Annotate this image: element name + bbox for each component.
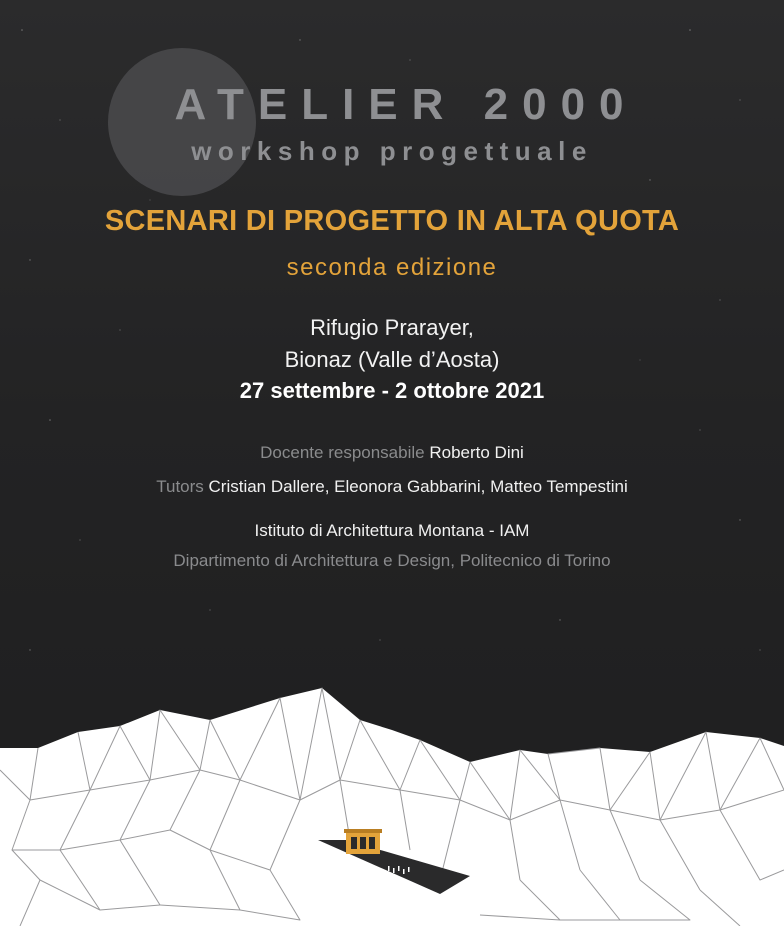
department-name: Dipartimento di Architettura e Design, Politecnico di Torino [173, 551, 611, 570]
mountain-illustration [0, 680, 784, 926]
tutors-label: Tutors [156, 477, 204, 496]
docente-label: Docente responsabile [260, 443, 425, 462]
tutors-names: Cristian Dallere, Eleonora Gabbarini, Matteo Tempestini [208, 477, 628, 496]
institute-name: Istituto di Architettura Montana - IAM [254, 521, 530, 540]
tutors-line [0, 477, 784, 497]
docente-line [0, 443, 784, 463]
venue-line-1: Rifugio Prarayer, [310, 315, 474, 340]
edition: seconda edizione [286, 254, 498, 281]
event-dates: 27 settembre - 2 ottobre 2021 [239, 378, 545, 403]
venue [0, 312, 784, 376]
headline: SCENARI DI PROGETTO IN ALTA QUOTA [104, 205, 680, 237]
docente-name: Roberto Dini [429, 443, 524, 462]
refuge-hut [344, 829, 382, 854]
brand-subtitle: workshop progettuale [191, 136, 593, 166]
venue-line-2: Bionaz (Valle d’Aosta) [284, 347, 500, 372]
brand-title: ATELIER 2000 [174, 80, 638, 129]
